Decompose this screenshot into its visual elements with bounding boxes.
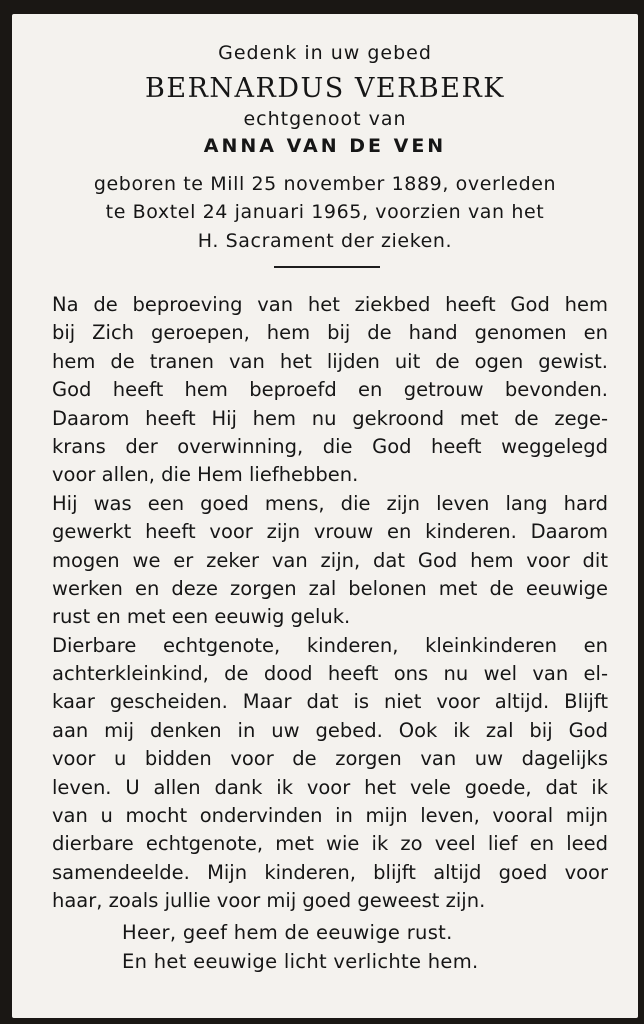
memorial-card	[12, 14, 638, 1018]
text-line: samendeelde. Mijn kinderen, blijft altijd goed voor	[52, 860, 608, 884]
text-line: voor allen, die Hem liefhebben.	[52, 463, 359, 487]
birth-death-line: H. Sacrament der zieken.	[197, 230, 453, 252]
birth-death-line: geboren te Mill 25 november 1889, overleden	[93, 173, 557, 195]
text-line: bij Zich geroepen, hem bij de hand genomen en	[52, 321, 608, 345]
prayer-line: En het eeuwige licht verlichte hem.	[122, 949, 479, 973]
text-line: krans der overwinning, die God heeft weggelegd	[52, 434, 608, 458]
text-line: achterkleinkind, de dood heeft ons nu wel van el-	[52, 662, 608, 686]
text-line: Daarom heeft Hij hem nu gekroond met de zege-	[52, 406, 608, 430]
text-line: aan mij denken in uw gebed. Ook ik zal bij God	[52, 718, 608, 742]
text-line: van u mocht ondervinden in mijn leven, vooral mijn	[52, 804, 608, 828]
text-line: Hij was een goed mens, die zijn leven lang hard	[52, 491, 608, 515]
spouse-name: ANNA VAN DE VEN	[203, 135, 447, 157]
divider-rule	[274, 266, 380, 268]
prayer-line: Heer, geef hem de eeuwige rust.	[122, 921, 453, 944]
text-line: Na de beproeving van het ziekbed heeft God hem	[52, 293, 608, 316]
text-line: rust en met een eeuwig geluk.	[52, 605, 351, 629]
text-line: werken en deze zorgen zal belonen met de eeuwige	[52, 576, 608, 600]
intro-text: Gedenk in uw gebed	[218, 42, 432, 64]
text-line: voor u bidden voor de zorgen van uw dagelijks	[52, 747, 608, 771]
text-line: God heeft hem beproefd en getrouw bevonden.	[52, 378, 608, 402]
birth-death-line: te Boxtel 24 januari 1965, voorzien van het	[105, 201, 545, 223]
deceased-name: BERNARDUS VERBERK	[145, 73, 505, 104]
relation-text: echtgenoot van	[243, 108, 407, 130]
text-line: haar, zoals jullie voor mij goed geweest zijn.	[52, 889, 486, 913]
text-line: mogen we er zeker van zijn, dat God hem voor dit	[52, 548, 608, 572]
text-line: kaar gescheiden. Maar dat is niet voor altijd. Blijft	[52, 690, 608, 714]
text-line: Dierbare echtgenote, kinderen, kleinkinderen en	[52, 633, 608, 657]
text-line: gewerkt heeft voor zijn vrouw en kinderen. Daarom	[52, 520, 608, 544]
text-line: dierbare echtgenote, met wie ik zo veel lief en leed	[52, 832, 608, 856]
closing-prayer	[122, 919, 479, 976]
text-line: hem de tranen van het lijden uit de ogen gewist.	[52, 349, 608, 373]
memorial-text	[52, 291, 608, 916]
text-line: leven. U allen dank ik voor het vele goede, dat ik	[52, 775, 608, 799]
